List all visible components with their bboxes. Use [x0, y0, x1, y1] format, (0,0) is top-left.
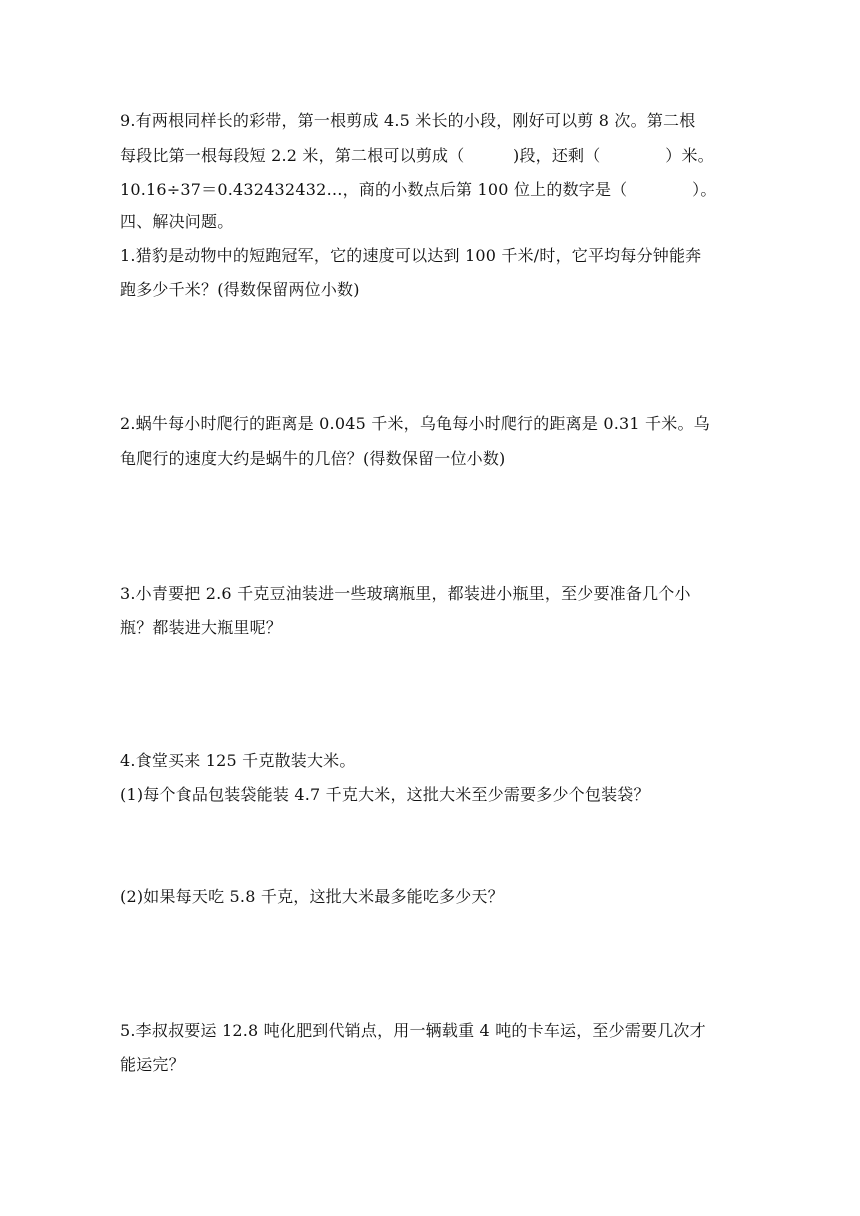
- problem-4-part-2: (2)如果每天吃 5.8 千克，这批大米最多能吃多少天？: [120, 887, 504, 906]
- q10-line-1: 10.16÷37＝0.432432432…，商的小数点后第 100 位上的数字是（ ）。: [120, 180, 717, 199]
- q9-line-1: 9.有两根同样长的彩带，第一根剪成 4.5 米长的小段，刚好可以剪 8 次。第二根: [120, 111, 696, 130]
- problem-1-line-1: 1.猎豹是动物中的短跑冠军，它的速度可以达到 100 千米/时，它平均每分钟能奔: [120, 246, 702, 265]
- section-4-heading: 四、解决问题。: [120, 212, 234, 231]
- problem-5-line-1: 5.李叔叔要运 12.8 吨化肥到代销点，用一辆载重 4 吨的卡车运，至少需要几次才: [120, 1021, 706, 1040]
- problem-2-line-2: 龟爬行的速度大约是蜗牛的几倍？(得数保留一位小数): [120, 449, 506, 468]
- problem-1-line-2: 跑多少千米？(得数保留两位小数): [120, 280, 360, 299]
- problem-3-line-1: 3.小青要把 2.6 千克豆油装进一些玻璃瓶里，都装进小瓶里，至少要准备几个小: [120, 584, 691, 603]
- problem-3-line-2: 瓶？都装进大瓶里呢？: [120, 618, 283, 637]
- problem-4-part-1: (1)每个食品包装袋能装 4.7 千克大米，这批大米至少需要多少个包装袋？: [120, 785, 650, 804]
- q9-line-2: 每段比第一根每段短 2.2 米，第二根可以剪成（ )段，还剩（ ）米。: [120, 146, 714, 165]
- problem-5-line-2: 能运完？: [120, 1055, 185, 1074]
- problem-4-intro: 4.食堂买来 125 千克散装大米。: [120, 751, 356, 770]
- problem-2-line-1: 2.蜗牛每小时爬行的距离是 0.045 千米，乌龟每小时爬行的距离是 0.31 千米。乌: [120, 414, 710, 433]
